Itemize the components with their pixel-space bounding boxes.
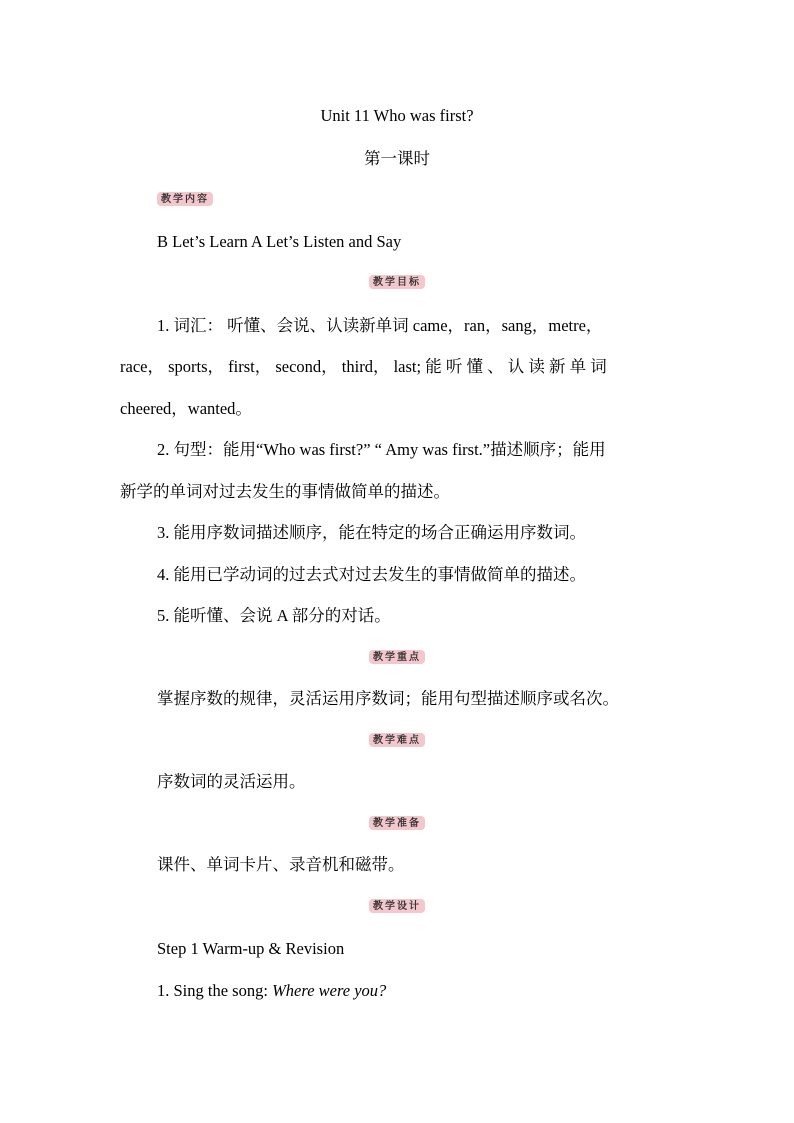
section-badge-key-points: 教学重点 [369,650,425,664]
goal-item-1-line-1: 1. 词汇： 听懂、会说、认读新单词 came，ran，sang，metre， [157,316,603,335]
goal-item-5: 5. 能听懂、会说 A 部分的对话。 [157,606,391,625]
section-badge-content: 教学内容 [157,192,213,206]
difficult-points-text: 序数词的灵活运用。 [157,772,306,791]
goal-item-4: 4. 能用已学动词的过去式对过去发生的事情做简单的描述。 [157,565,586,584]
content-text: B Let’s Learn A Let’s Listen and Say [157,232,402,251]
song-title: Where were you? [272,981,387,1000]
document-subtitle: 第一课时 [364,149,430,168]
design-step-1-item-1-prefix: 1. Sing the song: [157,981,273,1000]
goal-item-1-line-3: cheered，wanted。 [120,399,252,418]
section-badge-difficult-points: 教学难点 [369,733,425,747]
goal-item-1-line-2: race， sports， first， second， third， last; 能 听 懂 、 认 读 新 单 词 [120,357,607,376]
goal-item-2-line-1: 2. 句型：能用“Who was first?” “ Amy was first.”描述顺序；能用 [157,440,606,459]
design-step-1-item-1 [157,983,386,1000]
goal-item-2-line-2: 新学的单词对过去发生的事情做简单的描述。 [120,482,450,501]
goal-item-3: 3. 能用序数词描述顺序，能在特定的场合正确运用序数词。 [157,523,586,542]
design-step-1: Step 1 Warm-up & Revision [157,939,345,958]
section-badge-goals: 教学目标 [369,275,425,289]
section-badge-design: 教学设计 [369,899,425,913]
document-title: Unit 11 Who was first? [320,106,474,125]
section-badge-preparation: 教学准备 [369,816,425,830]
key-points-text: 掌握序数的规律，灵活运用序数词；能用句型描述顺序或名次。 [157,689,619,708]
preparation-text: 课件、单词卡片、录音机和磁带。 [157,855,405,874]
